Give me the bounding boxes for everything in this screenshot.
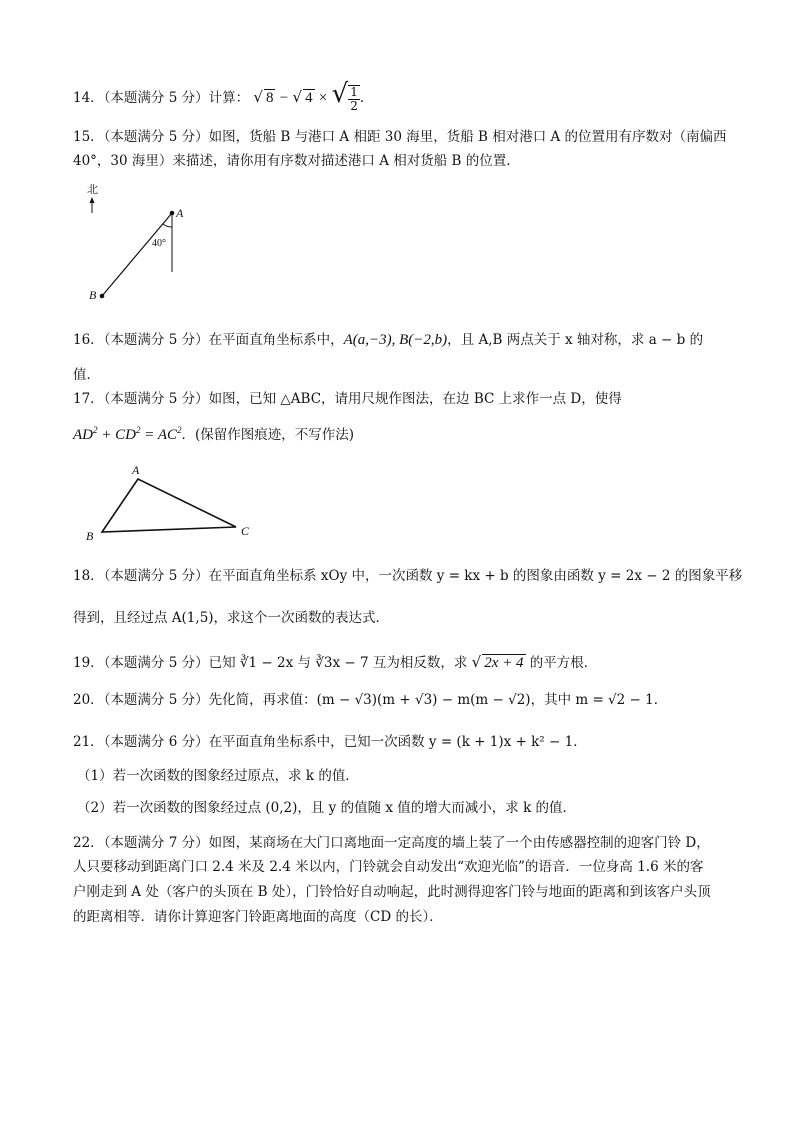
- q21-line: 21．（本题满分 6 分）在平面直角坐标系中，已知一次函数 y = (k + 1)x + k² − 1．: [73, 734, 587, 750]
- q16-line-2: 值．: [73, 367, 100, 383]
- q19-score: （本题满分 5 分）: [103, 655, 209, 671]
- q15-text-2: 40°，30 海里）来描述，请你用有序数对描述港口 A 相对货船 B 的位置．: [73, 153, 520, 169]
- label-b: B: [86, 529, 94, 543]
- q16-score: （本题满分 5 分）: [103, 332, 209, 348]
- q14-text: 计算：: [208, 90, 250, 106]
- angle-arc: [163, 224, 172, 227]
- q14-score: （本题满分 5 分）: [103, 90, 209, 106]
- q18-score: （本题满分 5 分）: [103, 568, 209, 584]
- point-a: [170, 211, 175, 216]
- q17-equation: $AD^2 + CD^2 = AC^2$: [73, 425, 182, 443]
- label-b: B: [89, 288, 97, 302]
- q17-score: （本题满分 5 分）: [103, 391, 209, 407]
- q20-number: 20．: [73, 692, 104, 708]
- q15-number: 15．: [73, 129, 104, 145]
- q16-coords: A(a,−3), B(−2,b): [343, 332, 448, 348]
- q14-line: 14．（本题满分 5 分）计算： √ 8 − √ 4 × √ $\frac{1}{2}$ ．: [73, 79, 374, 113]
- q14-fraction: $\frac{1}{2}$: [350, 84, 358, 113]
- q22-line-4: 的距离相等．请你计算迎客门铃距离地面的高度（CD 的长）．: [73, 909, 443, 925]
- q15-text-1: 如图，货船 B 与港口 A 相距 30 海里，货船 B 相对港口 A 的位置用有序数对（南偏西: [208, 129, 727, 145]
- q19-number: 19．: [73, 655, 104, 671]
- q14-number: 14．: [73, 90, 104, 106]
- north-label: 北: [87, 183, 98, 196]
- q18-line-2: 得到，且经过点 A(1,5)，求这个一次函数的表达式．: [73, 610, 390, 626]
- q14-radicand-2: 4: [305, 90, 313, 106]
- point-b: [100, 294, 105, 299]
- q22-line-2: 人只要移动到距离门口 2.4 米及 2.4 米以内，门铃就会自动发出“欢迎光临”的语音．一位身高 1.6 米的客: [73, 859, 704, 875]
- q22-score: （本题满分 7 分）: [103, 835, 209, 851]
- q17-figure: [80, 460, 260, 545]
- q22-line-1: 22．（本题满分 7 分）如图，某商场在大门口离地面一定高度的墙上装了一个由传感器控制的迎客门铃 D，: [73, 835, 710, 851]
- q15-score: （本题满分 5 分）: [103, 129, 209, 145]
- q22-number: 22．: [73, 835, 104, 851]
- q17-line-2: $AD^2 + CD^2 = AC^2$．(保留作图痕迹，不写作法): [73, 425, 355, 443]
- q19-line: 19．（本题满分 5 分）已知 ∛1 − 2x 与 ∛3x − 7 互为相反数，求 √ 2x + 4 的平方根．: [73, 653, 598, 671]
- q15-line-1: [73, 127, 727, 147]
- q16-line-1: 16．（本题满分 5 分）在平面直角坐标系中，A(a,−3), B(−2,b)，且 A,B 两点关于 x 轴对称，求 a − b 的: [73, 332, 704, 348]
- label-c: C: [241, 524, 250, 538]
- q21-score: （本题满分 6 分）: [103, 734, 209, 750]
- q20-score: （本题满分 5 分）: [103, 692, 209, 708]
- angle-label: 40°: [152, 238, 166, 249]
- label-a: A: [176, 206, 184, 220]
- q15-line-2: [73, 151, 520, 171]
- q18-number: 18．: [73, 568, 104, 584]
- q22-line-3: 户刚走到 A 处（客户的头顶在 B 处），门铃恰好自动响起，此时测得迎客门铃与地面的距离和到该客户头顶: [73, 884, 711, 900]
- north-arrow-head: [90, 197, 95, 203]
- q19-radicand: 2x + 4: [484, 655, 524, 671]
- q21-part-2: （2）若一次函数的图象经过点 (0,2)，且 y 的值随 x 值的增大而减小，求 k 的值．: [77, 800, 577, 816]
- q21-number: 21．: [73, 734, 104, 750]
- triangle-abc: [102, 479, 236, 532]
- segment-ab: [102, 213, 172, 296]
- label-a: A: [132, 463, 140, 477]
- q21-part-1: （1）若一次函数的图象经过原点，求 k 的值．: [77, 768, 359, 784]
- q16-number: 16．: [73, 332, 104, 348]
- q15-figure: [80, 180, 205, 305]
- q17-line-1: 17．（本题满分 5 分）如图，已知 △ABC，请用尺规作图法，在边 BC 上求作一点 D，使得: [73, 391, 622, 407]
- q20-line: 20．（本题满分 5 分）先化简，再求值：(m − √3)(m + √3) − m(m − √2)，其中 m = √2 − 1．: [73, 692, 668, 708]
- q14-radicand-1: 8: [265, 90, 274, 106]
- q17-number: 17．: [73, 391, 104, 407]
- q18-line-1: 18．（本题满分 5 分）在平面直角坐标系 xOy 中，一次函数 y = kx + b 的图象由函数 y = 2x − 2 的图象平移: [73, 568, 743, 584]
